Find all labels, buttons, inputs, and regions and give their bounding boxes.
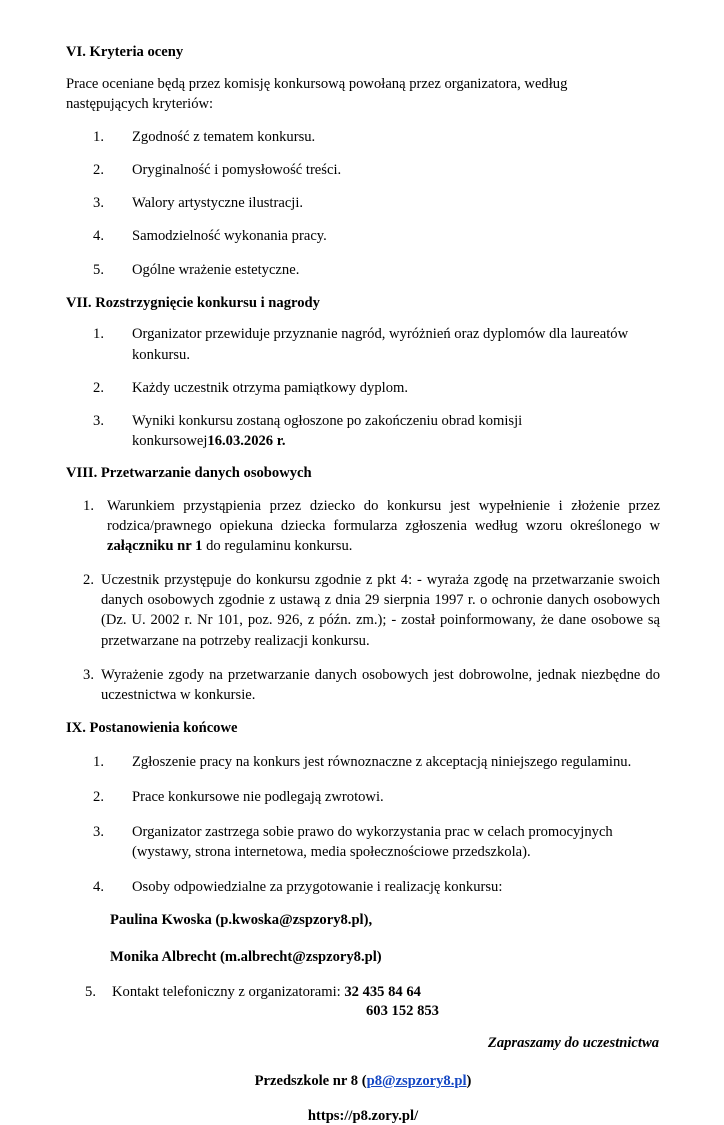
list-item-text: Zgłoszenie pracy na konkurs jest równoznaczne z akceptacją niniejszego regulaminu.: [132, 753, 632, 770]
section-heading-vi: VI. Kryteria oceny: [66, 44, 184, 60]
list-item-text-bold: 16.03.2026 r.: [207, 432, 286, 449]
list-item-number: 2.: [93, 788, 104, 805]
section-heading-ix: IX. Postanowienia końcowe: [66, 719, 238, 736]
email-link[interactable]: p8@zspzory8.pl: [366, 1072, 467, 1089]
section-viii-list: [66, 496, 660, 705]
list-item: [86, 127, 660, 147]
list-item-number: 4.: [93, 228, 104, 245]
list-item-text: Osoby odpowiedzialne za przygotowanie i realizację konkursu:: [132, 879, 503, 896]
list-item-text: Zgodność z tematem konkursu.: [132, 129, 316, 146]
list-item: [78, 982, 660, 1002]
list-item-text: Wyrażenie zgody na przetwarzanie danych osobowych jest dobrowolne, jednak niezbędne do uczestnictwa w konkursie.: [101, 666, 660, 703]
list-item-number: 5.: [93, 261, 104, 278]
section-vii-list: [66, 324, 660, 451]
organization-name: Przedszkole nr 8 (: [254, 1072, 367, 1089]
list-item-text: Uczestnik przystępuje do konkursu zgodnie z pkt 4: - wyraża zgodę na przetwarzanie swoich danych osobowych zgodnie z ustawą z dnia 29 sierpnia 1997 r. o ochronie danych osobowych (Dz. U. 2002 r. Nr 101, poz. 926, z późn. zm.); - został poinformowany, że dane osobowe są przetwarzane na potrzeby realizacji konkursu.: [101, 572, 660, 649]
list-item-number: 3.: [93, 195, 104, 212]
list-item: [86, 822, 660, 862]
list-item: [86, 260, 660, 280]
section-ix-phone-list: [66, 982, 660, 1002]
list-item: [86, 378, 660, 398]
list-item-number: 2.: [93, 162, 104, 179]
list-item: [86, 752, 660, 772]
list-item: [86, 324, 660, 364]
list-item-number: 1.: [83, 497, 94, 514]
list-item-number: 1.: [93, 129, 104, 146]
section-heading-viii: VIII. Przetwarzanie danych osobowych: [66, 465, 312, 482]
list-item-number: 4.: [93, 879, 104, 896]
list-item-text-plain: Wyniki konkursu zostaną ogłoszone po zakończeniu obrad komisji konkursowej: [132, 412, 523, 449]
list-item-text: [107, 496, 660, 556]
website-url: https://p8.zory.pl/: [307, 1107, 419, 1124]
list-item-text: Prace konkursowe nie podlegają zwrotowi.: [132, 788, 384, 805]
list-item: [76, 570, 660, 651]
list-item-text: Ogólne wrażenie estetyczne.: [132, 261, 300, 278]
list-item: [86, 877, 660, 897]
organization-line: [66, 1073, 660, 1090]
list-item-text: Walory artystyczne ilustracji.: [132, 195, 304, 212]
list-item-number: 1.: [93, 326, 104, 343]
section-ix-list: [66, 752, 660, 898]
list-item-text: Oryginalność i pomysłowość treści.: [132, 162, 342, 179]
list-item: [76, 665, 660, 705]
list-item-number: 5.: [85, 983, 96, 1000]
list-item-number: 1.: [93, 753, 104, 770]
list-item-number: 3.: [93, 412, 104, 429]
invitation-text: Zapraszamy do uczestnictwa: [487, 1034, 659, 1051]
list-item-text: Każdy uczestnik otrzyma pamiątkowy dyplom.: [132, 379, 408, 396]
section-vi-list: [66, 127, 660, 280]
list-item-text-bold: załączniku nr 1: [107, 538, 203, 555]
list-item: [86, 160, 660, 180]
phone-number-secondary: 603 152 853: [366, 1002, 439, 1019]
phone-number-primary: 32 435 84 64: [344, 983, 421, 1000]
contact-name-1: Paulina Kwoska (p.kwoska@zspzory8.pl),: [110, 912, 373, 929]
list-item-number: 2.: [93, 379, 104, 396]
list-item: [76, 496, 660, 556]
list-item-text: [112, 982, 660, 1002]
list-item: [86, 226, 660, 246]
list-item-text-plain: Warunkiem przystąpienia przez dziecko do konkursu jest wypełnienie i złożenie przez rodzica/prawnego opiekuna dziecka formularza zgłoszenia według wzoru określonego w: [107, 497, 660, 534]
contact-names: [110, 910, 660, 966]
list-item: [86, 411, 660, 451]
list-item-number: 2.: [83, 572, 94, 589]
phone-label: Kontakt telefoniczny z organizatorami:: [112, 983, 345, 1000]
list-item: [86, 787, 660, 807]
section-vi-intro: Prace oceniane będą przez komisję konkursową powołaną przez organizatora, według następujących kryteriów:: [66, 75, 568, 112]
contact-name-2: Monika Albrecht (m.albrecht@zspzory8.pl): [110, 948, 382, 965]
list-item-text-tail: do regulaminu konkursu.: [202, 538, 353, 555]
list-item-text: Samodzielność wykonania pracy.: [132, 228, 327, 245]
list-item: [86, 193, 660, 213]
list-item-number: 3.: [83, 666, 94, 683]
list-item-text: Organizator przewiduje przyznanie nagród, wyróżnień oraz dyplomów dla laureatów konkursu.: [132, 326, 629, 363]
list-item-number: 3.: [93, 824, 104, 840]
list-item-text: Organizator zastrzega sobie prawo do wykorzystania prac w celach promocyjnych (wystawy, strona internetowa, media społecznościowe przedszkola).: [132, 824, 613, 861]
list-item-text: [132, 411, 660, 451]
section-heading-vii: VII. Rozstrzygnięcie konkursu i nagrody: [66, 294, 320, 311]
organization-suffix: ): [466, 1072, 472, 1089]
